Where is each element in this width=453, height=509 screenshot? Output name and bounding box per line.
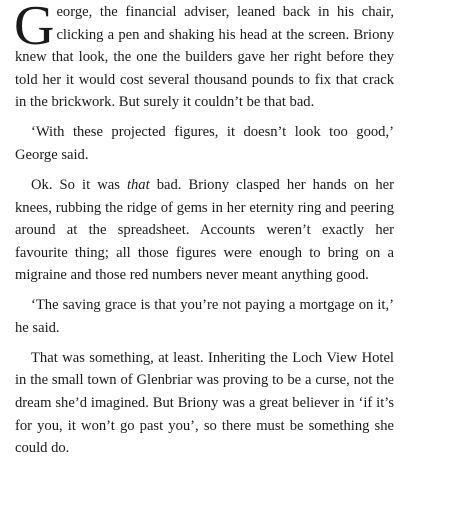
paragraph-4-text: ‘The saving grace is that you’re not paying a mortgage on it,’ he said. [15,297,394,336]
paragraph-3-emphasis: that [126,176,150,193]
paragraph-1 [15,1,394,114]
paragraph-4 [15,294,394,339]
paragraph-5 [15,347,394,460]
paragraph-3-text-before: Ok. So it was [31,176,127,193]
paragraph-5-text: That was something, at least. Inheriting the Loch View Hotel in the small town of Glenbriar was proving to be a curse, not the dream she’d imagined. But Briony was a great believer in ‘if it’s for you, it won’t go past you’, so there must be something she could do. [15,349,394,457]
paragraph-3 [15,174,394,287]
drop-cap: G [14,0,55,57]
paragraph-2-text: ‘With these projected figures, it doesn’t look too good,’ George said. [15,124,394,163]
paragraph-1-text: eorge, the financial adviser, leaned back in his chair, clicking a pen and shaking his head at the screen. Briony knew that look, the one the builders gave her right before they told her it would cost several thousand pounds to fix that crack in the brickwork. But surely it couldn’t be that bad. [15,4,394,111]
paragraph-2 [15,121,394,166]
paragraph-3-text-after: bad. Briony clasped her hands on her knees, rubbing the ridge of gems in her eternity ring and peering around at the spreadsheet. Accounts weren’t exactly her favourite thing; all those figures were enough to bring on a migraine and those red numbers never meant anything good. [15,176,395,284]
page-body [15,0,394,467]
